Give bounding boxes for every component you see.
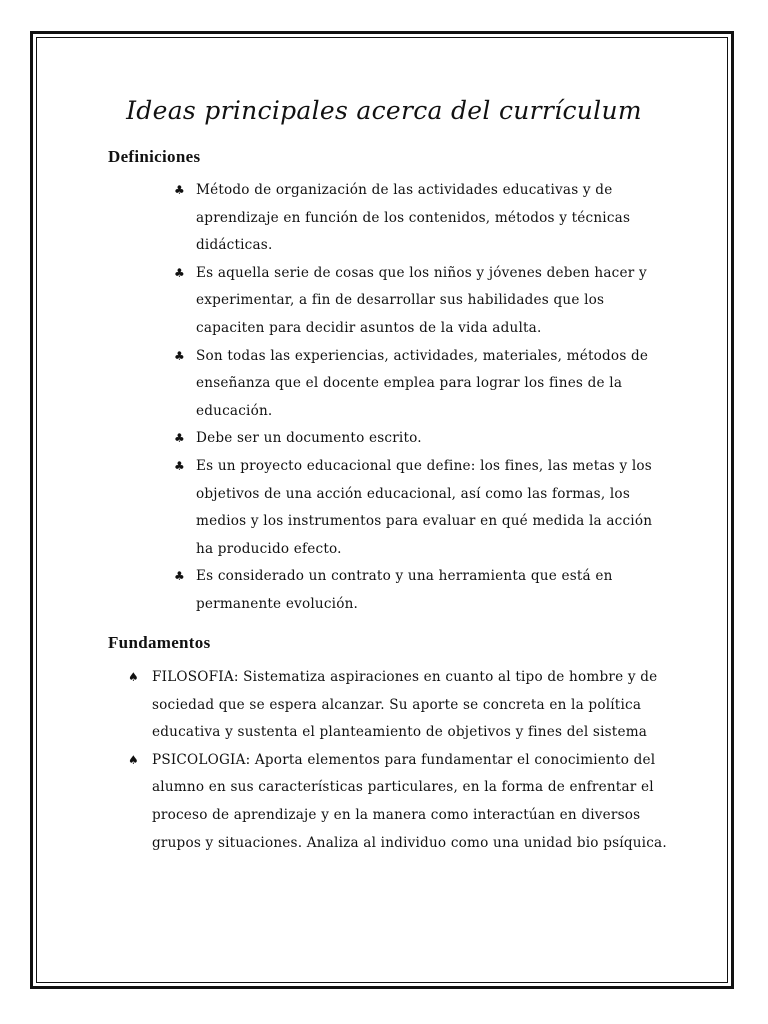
list-item-text: Son todas las experiencias, actividades, materiales, métodos de enseñanza que el docente emplea para lograr los fines de la educación. [196, 347, 649, 419]
definitions-list [174, 177, 654, 619]
section-heading-fundamentos: Fundamentos [108, 633, 211, 652]
list-item-text: FILOSOFIA: Sistematiza aspiraciones en cuanto al tipo de hombre y de sociedad que se espera alcanzar. Su aporte se concreta en la política educativa y sustenta el planteamiento de objetivos y fines del sistema [152, 669, 658, 741]
spade-icon: ♠ [128, 752, 139, 767]
list-item [128, 747, 668, 857]
spade-icon: ♠ [128, 670, 139, 684]
club-icon: ♣ [174, 458, 185, 473]
list-item [174, 260, 654, 343]
list-item [174, 563, 654, 618]
club-icon: ♣ [174, 569, 185, 584]
list-item-text: Es aquella serie de cosas que los niños y jóvenes deben hacer y experimentar, a fin de desarrollar sus habilidades que los capaciten para decidir asuntos de la vida adulta. [196, 264, 647, 336]
list-item-text: PSICOLOGIA: Aporta elementos para fundamentar el conocimiento del alumno en sus características particulares, en la forma de enfrentar el proceso de aprendizaje y en la manera como interactúan en diversos grupos y situaciones. Analiza al individuo como una unidad bio psíquica. [152, 751, 667, 851]
section-heading-definiciones: Definiciones [108, 147, 201, 166]
list-item [128, 664, 668, 747]
list-item-text: Es considerado un contrato y una herramienta que está en permanente evolución. [196, 568, 613, 612]
list-item [174, 343, 654, 426]
club-icon: ♣ [174, 265, 185, 280]
fundamentos-list [128, 664, 668, 857]
list-item [174, 453, 654, 563]
club-icon: ♣ [174, 183, 185, 197]
club-icon: ♣ [174, 431, 185, 446]
document-title: Ideas principales acerca del currículum [126, 96, 642, 125]
list-item-text: Debe ser un documento escrito. [196, 430, 422, 447]
list-item-text: Método de organización de las actividades educativas y de aprendizaje en función de los contenidos, métodos y técnicas didácticas. [196, 182, 631, 254]
list-item [174, 425, 654, 453]
list-item [174, 177, 654, 260]
club-icon: ♣ [174, 348, 185, 363]
list-item-text: Es un proyecto educacional que define: los fines, las metas y los objetivos de una acción educacional, así como las formas, los medios y los instrumentos para evaluar en qué medida la acción ha producido efecto. [196, 457, 653, 557]
